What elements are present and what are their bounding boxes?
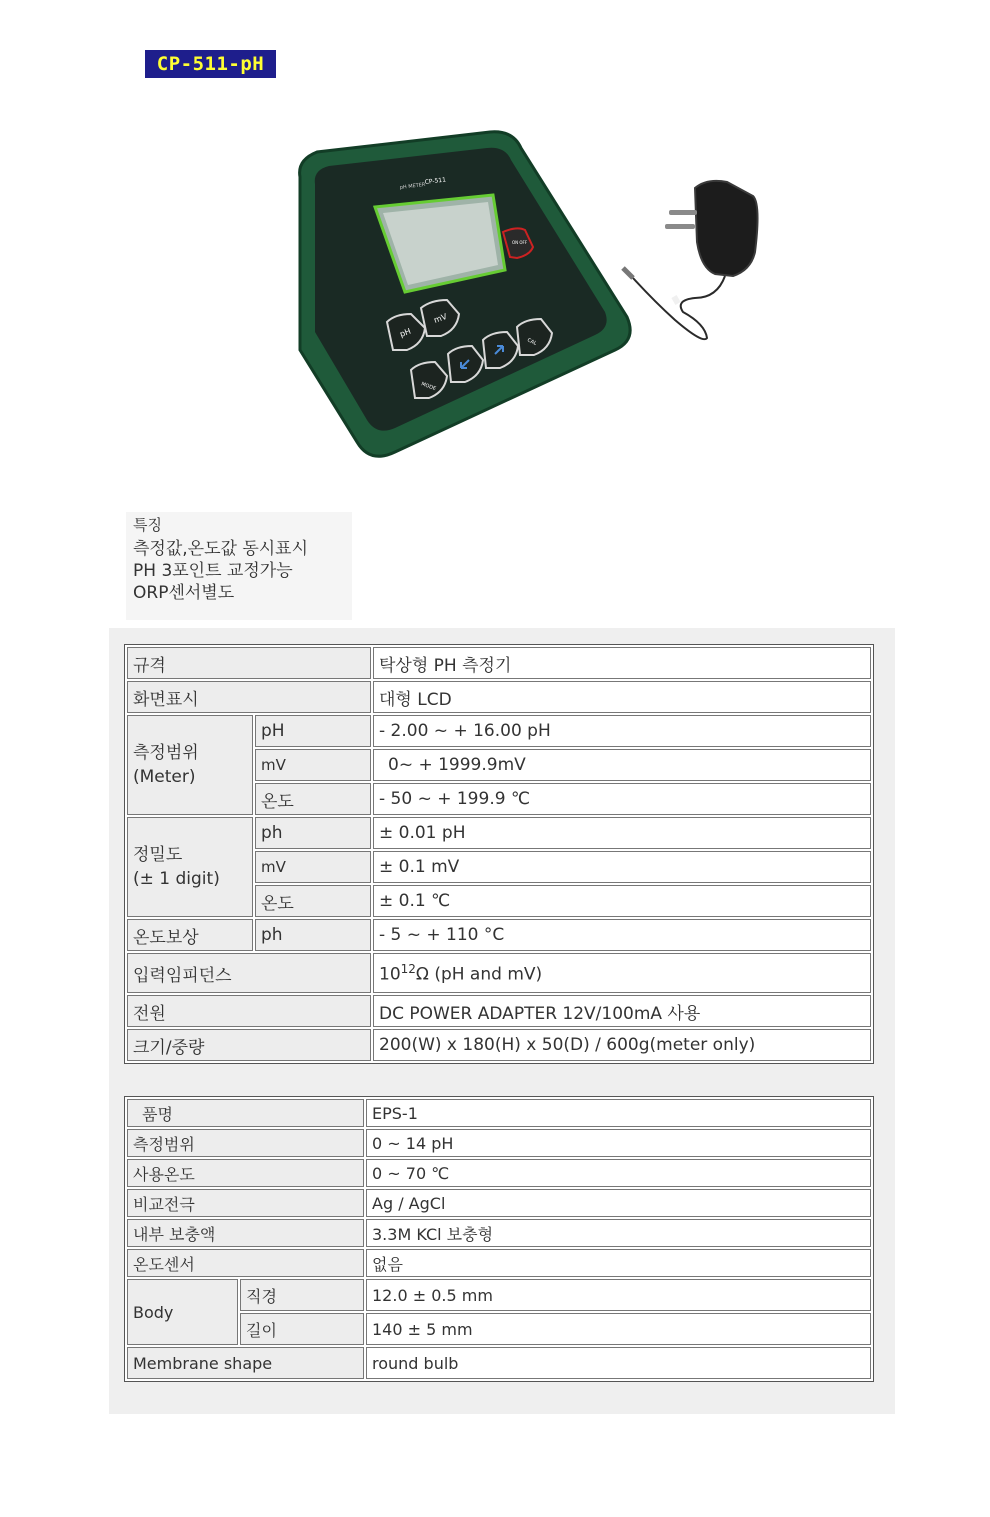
table-row bbox=[127, 1159, 871, 1187]
table-row bbox=[127, 1099, 871, 1127]
spec-value: - 5 ~ + 110 °C bbox=[373, 919, 871, 951]
range-group-label bbox=[127, 715, 253, 815]
impedance-value bbox=[373, 953, 871, 993]
meter-spec-table bbox=[124, 644, 874, 1064]
table-row bbox=[127, 647, 871, 679]
device-brand-text: pH METER bbox=[399, 181, 426, 191]
power-button-label: ON OFF bbox=[512, 240, 528, 245]
table-row bbox=[127, 995, 871, 1027]
table-row bbox=[127, 1129, 871, 1157]
feature-item: 측정값,온도값 동시표시 bbox=[133, 539, 309, 559]
precision-group-label bbox=[127, 817, 253, 917]
spec-label: 사용온도 bbox=[127, 1159, 364, 1187]
table-row bbox=[127, 817, 871, 849]
spec-value: 대형 LCD bbox=[373, 681, 871, 713]
spec-value: 200(W) x 180(H) x 50(D) / 600g(meter only) bbox=[373, 1029, 871, 1061]
spec-sublabel: ph bbox=[255, 919, 371, 951]
table-row bbox=[127, 1279, 871, 1311]
spec-label: Membrane shape bbox=[127, 1347, 364, 1379]
electrode-spec-table bbox=[124, 1096, 874, 1382]
spec-value: DC POWER ADAPTER 12V/100mA 사용 bbox=[373, 995, 871, 1027]
spec-label: 입력임피던스 bbox=[127, 953, 371, 993]
features-box bbox=[126, 512, 352, 620]
product-photo bbox=[255, 92, 815, 492]
device-model-text: CP-511 bbox=[424, 176, 447, 186]
spec-label: 품명 bbox=[127, 1099, 364, 1127]
table-row bbox=[127, 1313, 871, 1345]
spec-value: 12.0 ± 0.5 mm bbox=[366, 1279, 871, 1311]
spec-value: - 2.00 ~ + 16.00 pH bbox=[373, 715, 871, 747]
spec-value: 탁상형 PH 측정기 bbox=[373, 647, 871, 679]
spec-label: 비교전극 bbox=[127, 1189, 364, 1217]
product-title: CP-511-pH bbox=[145, 50, 276, 78]
spec-label: 측정범위 bbox=[127, 1129, 364, 1157]
features-heading: 특징 bbox=[133, 516, 162, 534]
impedance-base: 10 bbox=[379, 964, 401, 985]
feature-item: ORP센서별도 bbox=[133, 583, 235, 603]
table-row bbox=[127, 681, 871, 713]
spec-value: EPS-1 bbox=[366, 1099, 871, 1127]
spec-value: Ag / AgCl bbox=[366, 1189, 871, 1217]
spec-label: 크기/중량 bbox=[127, 1029, 371, 1061]
range-label-line: (Meter) bbox=[133, 767, 196, 787]
spec-value: 없음 bbox=[366, 1249, 871, 1277]
spec-label: 내부 보충액 bbox=[127, 1219, 364, 1247]
cal-key-label: CAL bbox=[526, 337, 538, 347]
range-label-line: 측정범위 bbox=[133, 743, 199, 763]
mv-key-label: mV bbox=[432, 311, 449, 325]
spec-value: 0 ~ 14 pH bbox=[366, 1129, 871, 1157]
spec-sublabel: ph bbox=[255, 817, 371, 849]
spec-label: 규격 bbox=[127, 647, 371, 679]
impedance-exponent: 12 bbox=[400, 961, 416, 976]
spec-sublabel: pH bbox=[255, 715, 371, 747]
spec-sublabel: 직경 bbox=[240, 1279, 364, 1311]
feature-item: PH 3포인트 교정가능 bbox=[133, 561, 293, 581]
spec-sublabel: 온도 bbox=[255, 885, 371, 917]
spec-value: ± 0.01 pH bbox=[373, 817, 871, 849]
spec-label: 온도센서 bbox=[127, 1249, 364, 1277]
precision-label-line: (± 1 digit) bbox=[133, 869, 220, 889]
spec-sublabel: 온도 bbox=[255, 783, 371, 815]
meter-spec-section bbox=[109, 628, 895, 1084]
table-row bbox=[127, 715, 871, 747]
spec-value: ± 0.1 ℃ bbox=[373, 885, 871, 917]
table-row bbox=[127, 953, 871, 993]
spec-label: 전원 bbox=[127, 995, 371, 1027]
body-group-label: Body bbox=[127, 1279, 238, 1345]
impedance-rest: Ω (pH and mV) bbox=[415, 964, 543, 985]
spec-value: round bulb bbox=[366, 1347, 871, 1379]
spec-value: 3.3M KCl 보충형 bbox=[366, 1219, 871, 1247]
table-row bbox=[127, 1029, 871, 1061]
precision-label-line: 정밀도 bbox=[133, 845, 183, 865]
spec-value: ± 0.1 mV bbox=[373, 851, 871, 883]
table-row bbox=[127, 919, 871, 951]
electrode-spec-section bbox=[109, 1084, 895, 1414]
table-row bbox=[127, 1347, 871, 1379]
spec-value: 0~ + 1999.9mV bbox=[373, 749, 871, 781]
spec-label: 화면표시 bbox=[127, 681, 371, 713]
spec-sublabel: mV bbox=[255, 851, 371, 883]
table-row bbox=[127, 1219, 871, 1247]
spec-sublabel: mV bbox=[255, 749, 371, 781]
spec-value: 140 ± 5 mm bbox=[366, 1313, 871, 1345]
table-row bbox=[127, 1189, 871, 1217]
spec-value: 0 ~ 70 ℃ bbox=[366, 1159, 871, 1187]
spec-sublabel: 길이 bbox=[240, 1313, 364, 1345]
ph-key-label: pH bbox=[398, 326, 413, 339]
spec-label: 온도보상 bbox=[127, 919, 253, 951]
spec-value: - 50 ~ + 199.9 ℃ bbox=[373, 783, 871, 815]
table-row bbox=[127, 1249, 871, 1277]
mode-key-label: MODE bbox=[420, 381, 437, 393]
